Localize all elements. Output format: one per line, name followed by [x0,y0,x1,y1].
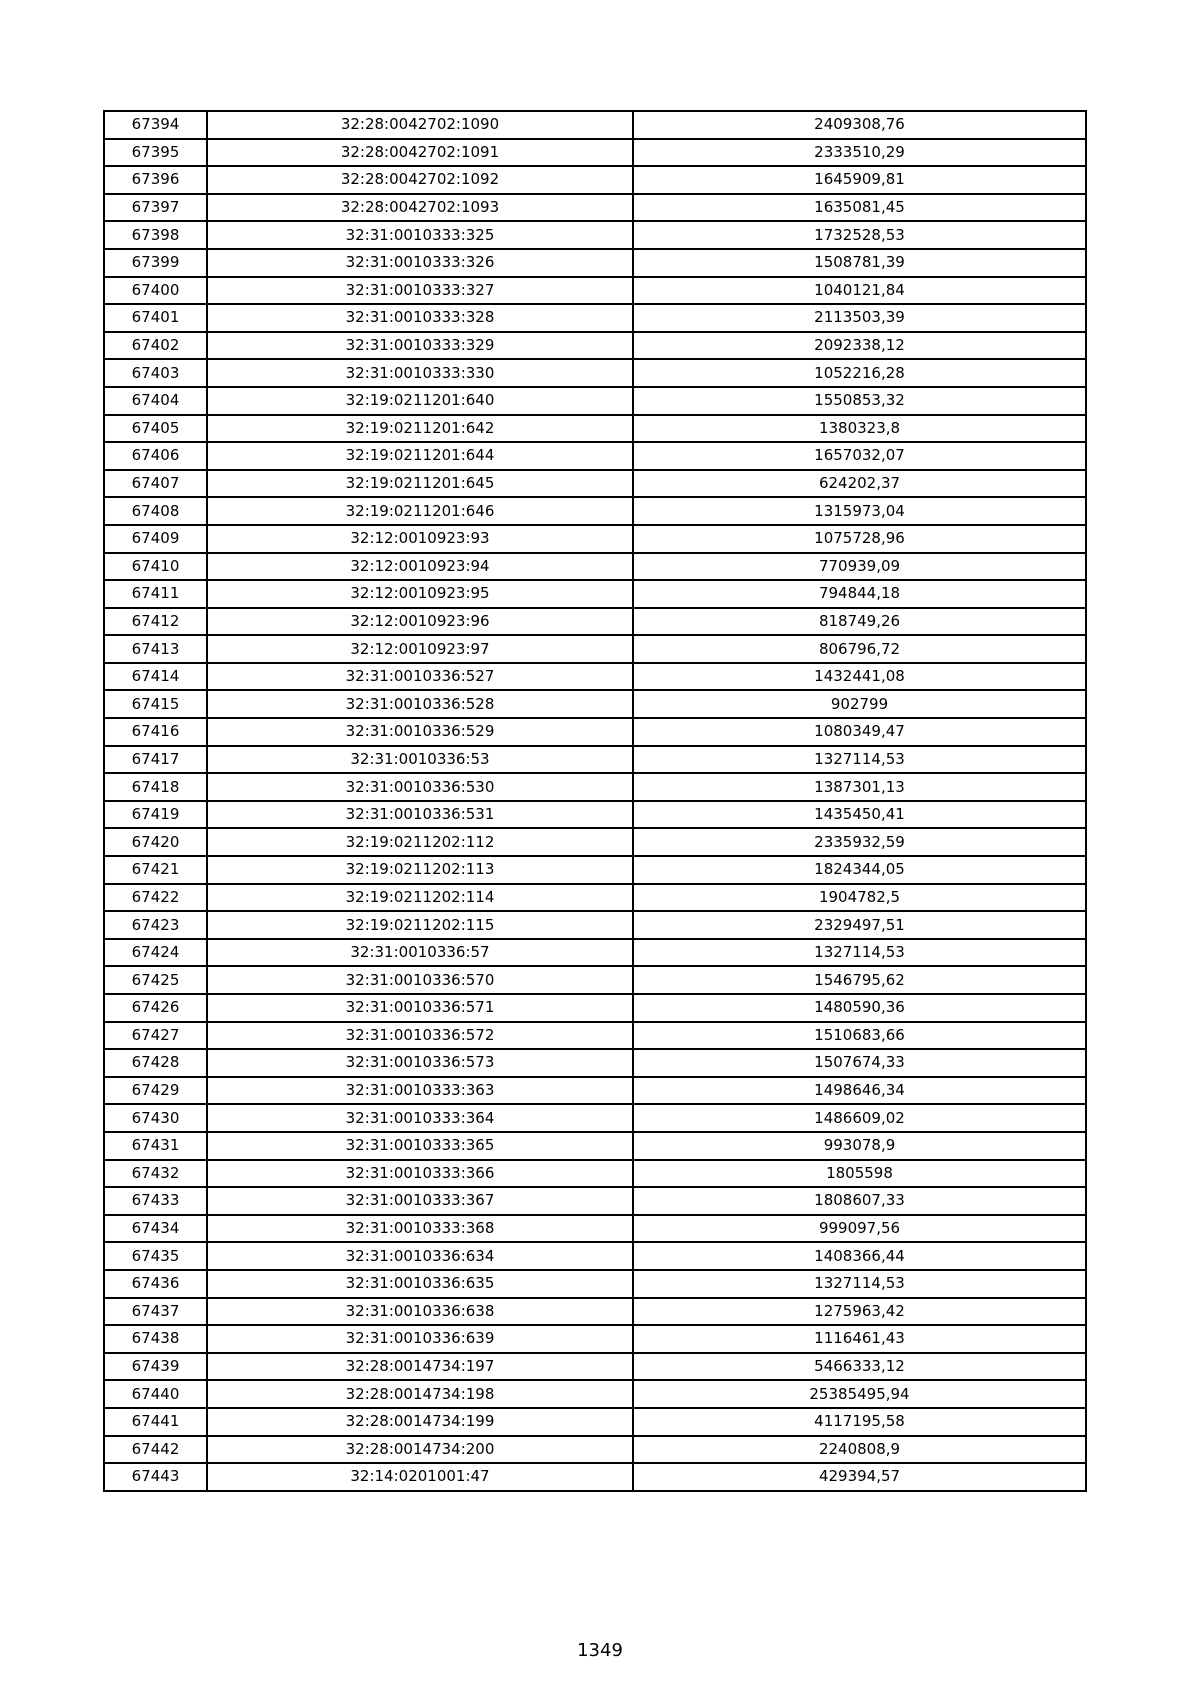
cadastral-number-cell: 32:28:0042702:1091 [207,139,633,167]
value-cell: 25385495,94 [633,1380,1086,1408]
value-cell: 993078,9 [633,1132,1086,1160]
row-number-cell: 67435 [104,1242,207,1270]
row-number-cell: 67419 [104,801,207,829]
cadastral-number-cell: 32:31:0010336:530 [207,773,633,801]
row-number-cell: 67430 [104,1104,207,1132]
cadastral-number-cell: 32:31:0010333:368 [207,1215,633,1243]
value-cell: 1327114,53 [633,1270,1086,1298]
table-row [104,553,1086,581]
row-number-cell: 67406 [104,442,207,470]
cadastral-number-cell: 32:31:0010333:366 [207,1160,633,1188]
value-cell: 2092338,12 [633,332,1086,360]
table-row [104,1049,1086,1077]
cadastral-number-cell: 32:14:0201001:47 [207,1463,633,1491]
cadastral-number-cell: 32:28:0014734:197 [207,1353,633,1381]
table-row [104,690,1086,718]
cadastral-number-cell: 32:28:0014734:200 [207,1436,633,1464]
cadastral-number-cell: 32:19:0211201:642 [207,415,633,443]
row-number-cell: 67418 [104,773,207,801]
row-number-cell: 67399 [104,249,207,277]
value-cell: 2409308,76 [633,111,1086,139]
table-row [104,497,1086,525]
table-row [104,332,1086,360]
table-row [104,966,1086,994]
cadastral-number-cell: 32:12:0010923:95 [207,580,633,608]
value-cell: 624202,37 [633,470,1086,498]
value-cell: 1327114,53 [633,746,1086,774]
value-cell: 1315973,04 [633,497,1086,525]
cadastral-number-cell: 32:31:0010333:326 [207,249,633,277]
table-row [104,580,1086,608]
table-row [104,111,1086,139]
row-number-cell: 67431 [104,1132,207,1160]
value-cell: 2329497,51 [633,911,1086,939]
cadastral-number-cell: 32:31:0010336:528 [207,690,633,718]
table-row [104,277,1086,305]
cadastral-number-cell: 32:28:0042702:1090 [207,111,633,139]
value-cell: 794844,18 [633,580,1086,608]
table-row [104,194,1086,222]
cadastral-number-cell: 32:19:0211201:640 [207,387,633,415]
cadastral-number-cell: 32:19:0211202:113 [207,856,633,884]
value-cell: 1432441,08 [633,663,1086,691]
cadastral-number-cell: 32:31:0010333:364 [207,1104,633,1132]
cadastral-number-cell: 32:31:0010336:634 [207,1242,633,1270]
row-number-cell: 67396 [104,166,207,194]
table-row [104,1160,1086,1188]
row-number-cell: 67434 [104,1215,207,1243]
table-row [104,994,1086,1022]
table-row [104,608,1086,636]
row-number-cell: 67423 [104,911,207,939]
value-cell: 1327114,53 [633,939,1086,967]
cadastral-number-cell: 32:19:0211202:115 [207,911,633,939]
table-row [104,911,1086,939]
table-row [104,1325,1086,1353]
cadastral-number-cell: 32:31:0010333:325 [207,221,633,249]
row-number-cell: 67415 [104,690,207,718]
row-number-cell: 67394 [104,111,207,139]
table-row [104,884,1086,912]
table-row [104,939,1086,967]
cadastral-number-cell: 32:31:0010336:635 [207,1270,633,1298]
row-number-cell: 67404 [104,387,207,415]
row-number-cell: 67412 [104,608,207,636]
cadastral-number-cell: 32:28:0014734:198 [207,1380,633,1408]
value-cell: 902799 [633,690,1086,718]
row-number-cell: 67411 [104,580,207,608]
row-number-cell: 67441 [104,1408,207,1436]
value-cell: 1805598 [633,1160,1086,1188]
table-row [104,1380,1086,1408]
cadastral-number-cell: 32:31:0010336:639 [207,1325,633,1353]
table-row [104,470,1086,498]
cadastral-number-cell: 32:12:0010923:94 [207,553,633,581]
value-cell: 1387301,13 [633,773,1086,801]
row-number-cell: 67428 [104,1049,207,1077]
value-cell: 1486609,02 [633,1104,1086,1132]
value-cell: 806796,72 [633,635,1086,663]
cadastral-number-cell: 32:12:0010923:93 [207,525,633,553]
row-number-cell: 67438 [104,1325,207,1353]
table-row [104,1408,1086,1436]
row-number-cell: 67425 [104,966,207,994]
row-number-cell: 67436 [104,1270,207,1298]
value-cell: 1498646,34 [633,1077,1086,1105]
cadastral-number-cell: 32:31:0010333:329 [207,332,633,360]
value-cell: 2335932,59 [633,828,1086,856]
table-row [104,1077,1086,1105]
cadastral-number-cell: 32:31:0010333:365 [207,1132,633,1160]
row-number-cell: 67400 [104,277,207,305]
value-cell: 1508781,39 [633,249,1086,277]
cadastral-number-cell: 32:31:0010333:367 [207,1187,633,1215]
table-row [104,1104,1086,1132]
value-cell: 1435450,41 [633,801,1086,829]
row-number-cell: 67401 [104,304,207,332]
table-row [104,1132,1086,1160]
cadastral-number-cell: 32:31:0010336:529 [207,718,633,746]
value-cell: 1075728,96 [633,525,1086,553]
row-number-cell: 67442 [104,1436,207,1464]
value-cell: 1635081,45 [633,194,1086,222]
cadastral-number-cell: 32:31:0010333:330 [207,359,633,387]
value-cell: 1507674,33 [633,1049,1086,1077]
row-number-cell: 67417 [104,746,207,774]
cadastral-number-cell: 32:19:0211202:114 [207,884,633,912]
table-row [104,1215,1086,1243]
cadastral-number-cell: 32:28:0014734:199 [207,1408,633,1436]
table-row [104,415,1086,443]
table-row [104,828,1086,856]
value-cell: 1040121,84 [633,277,1086,305]
value-cell: 1510683,66 [633,1022,1086,1050]
row-number-cell: 67426 [104,994,207,1022]
table-row [104,1187,1086,1215]
value-cell: 429394,57 [633,1463,1086,1491]
table-row [104,718,1086,746]
value-cell: 1645909,81 [633,166,1086,194]
table-row [104,1242,1086,1270]
table-row [104,304,1086,332]
row-number-cell: 67433 [104,1187,207,1215]
page-number: 1349 [577,1640,623,1661]
row-number-cell: 67416 [104,718,207,746]
row-number-cell: 67414 [104,663,207,691]
table-row [104,1022,1086,1050]
row-number-cell: 67413 [104,635,207,663]
cadastral-number-cell: 32:28:0042702:1092 [207,166,633,194]
cadastral-number-cell: 32:31:0010333:363 [207,1077,633,1105]
cadastral-number-cell: 32:19:0211201:645 [207,470,633,498]
cadastral-number-cell: 32:31:0010333:328 [207,304,633,332]
row-number-cell: 67422 [104,884,207,912]
cadastral-number-cell: 32:31:0010336:57 [207,939,633,967]
value-cell: 1904782,5 [633,884,1086,912]
value-cell: 1052216,28 [633,359,1086,387]
table-row [104,773,1086,801]
row-number-cell: 67443 [104,1463,207,1491]
row-number-cell: 67437 [104,1298,207,1326]
row-number-cell: 67410 [104,553,207,581]
value-cell: 1380323,8 [633,415,1086,443]
value-cell: 1732528,53 [633,221,1086,249]
table-row [104,359,1086,387]
value-cell: 1657032,07 [633,442,1086,470]
table-row [104,1270,1086,1298]
value-cell: 5466333,12 [633,1353,1086,1381]
row-number-cell: 67403 [104,359,207,387]
value-cell: 1408366,44 [633,1242,1086,1270]
row-number-cell: 67421 [104,856,207,884]
row-number-cell: 67440 [104,1380,207,1408]
value-cell: 1550853,32 [633,387,1086,415]
table-row [104,166,1086,194]
value-cell: 1116461,43 [633,1325,1086,1353]
table-row [104,635,1086,663]
row-number-cell: 67427 [104,1022,207,1050]
row-number-cell: 67429 [104,1077,207,1105]
data-table [103,110,1087,1492]
cadastral-number-cell: 32:28:0042702:1093 [207,194,633,222]
table-row [104,387,1086,415]
cadastral-number-cell: 32:12:0010923:97 [207,635,633,663]
row-number-cell: 67424 [104,939,207,967]
row-number-cell: 67398 [104,221,207,249]
cadastral-number-cell: 32:12:0010923:96 [207,608,633,636]
value-cell: 1824344,05 [633,856,1086,884]
cadastral-number-cell: 32:31:0010336:571 [207,994,633,1022]
cadastral-number-cell: 32:31:0010336:53 [207,746,633,774]
cadastral-number-cell: 32:31:0010336:570 [207,966,633,994]
cadastral-number-cell: 32:31:0010333:327 [207,277,633,305]
cadastral-number-cell: 32:19:0211201:646 [207,497,633,525]
value-cell: 1480590,36 [633,994,1086,1022]
value-cell: 2240808,9 [633,1436,1086,1464]
table-row [104,1463,1086,1491]
row-number-cell: 67407 [104,470,207,498]
table-row [104,525,1086,553]
value-cell: 770939,09 [633,553,1086,581]
table-row [104,1436,1086,1464]
table-row [104,746,1086,774]
table-row [104,442,1086,470]
table-row [104,801,1086,829]
value-cell: 1080349,47 [633,718,1086,746]
table-row [104,1353,1086,1381]
cadastral-number-cell: 32:31:0010336:572 [207,1022,633,1050]
table-row [104,1298,1086,1326]
value-cell: 999097,56 [633,1215,1086,1243]
value-cell: 2333510,29 [633,139,1086,167]
value-cell: 2113503,39 [633,304,1086,332]
row-number-cell: 67402 [104,332,207,360]
table-body [104,111,1086,1491]
row-number-cell: 67397 [104,194,207,222]
value-cell: 1275963,42 [633,1298,1086,1326]
value-cell: 4117195,58 [633,1408,1086,1436]
value-cell: 1808607,33 [633,1187,1086,1215]
table-row [104,221,1086,249]
cadastral-number-cell: 32:19:0211201:644 [207,442,633,470]
table-row [104,663,1086,691]
value-cell: 818749,26 [633,608,1086,636]
row-number-cell: 67408 [104,497,207,525]
cadastral-number-cell: 32:31:0010336:638 [207,1298,633,1326]
cadastral-number-cell: 32:31:0010336:531 [207,801,633,829]
row-number-cell: 67439 [104,1353,207,1381]
row-number-cell: 67405 [104,415,207,443]
row-number-cell: 67395 [104,139,207,167]
table-row [104,249,1086,277]
cadastral-number-cell: 32:19:0211202:112 [207,828,633,856]
row-number-cell: 67409 [104,525,207,553]
cadastral-number-cell: 32:31:0010336:573 [207,1049,633,1077]
table-row [104,139,1086,167]
table-row [104,856,1086,884]
row-number-cell: 67420 [104,828,207,856]
cadastral-number-cell: 32:31:0010336:527 [207,663,633,691]
value-cell: 1546795,62 [633,966,1086,994]
row-number-cell: 67432 [104,1160,207,1188]
